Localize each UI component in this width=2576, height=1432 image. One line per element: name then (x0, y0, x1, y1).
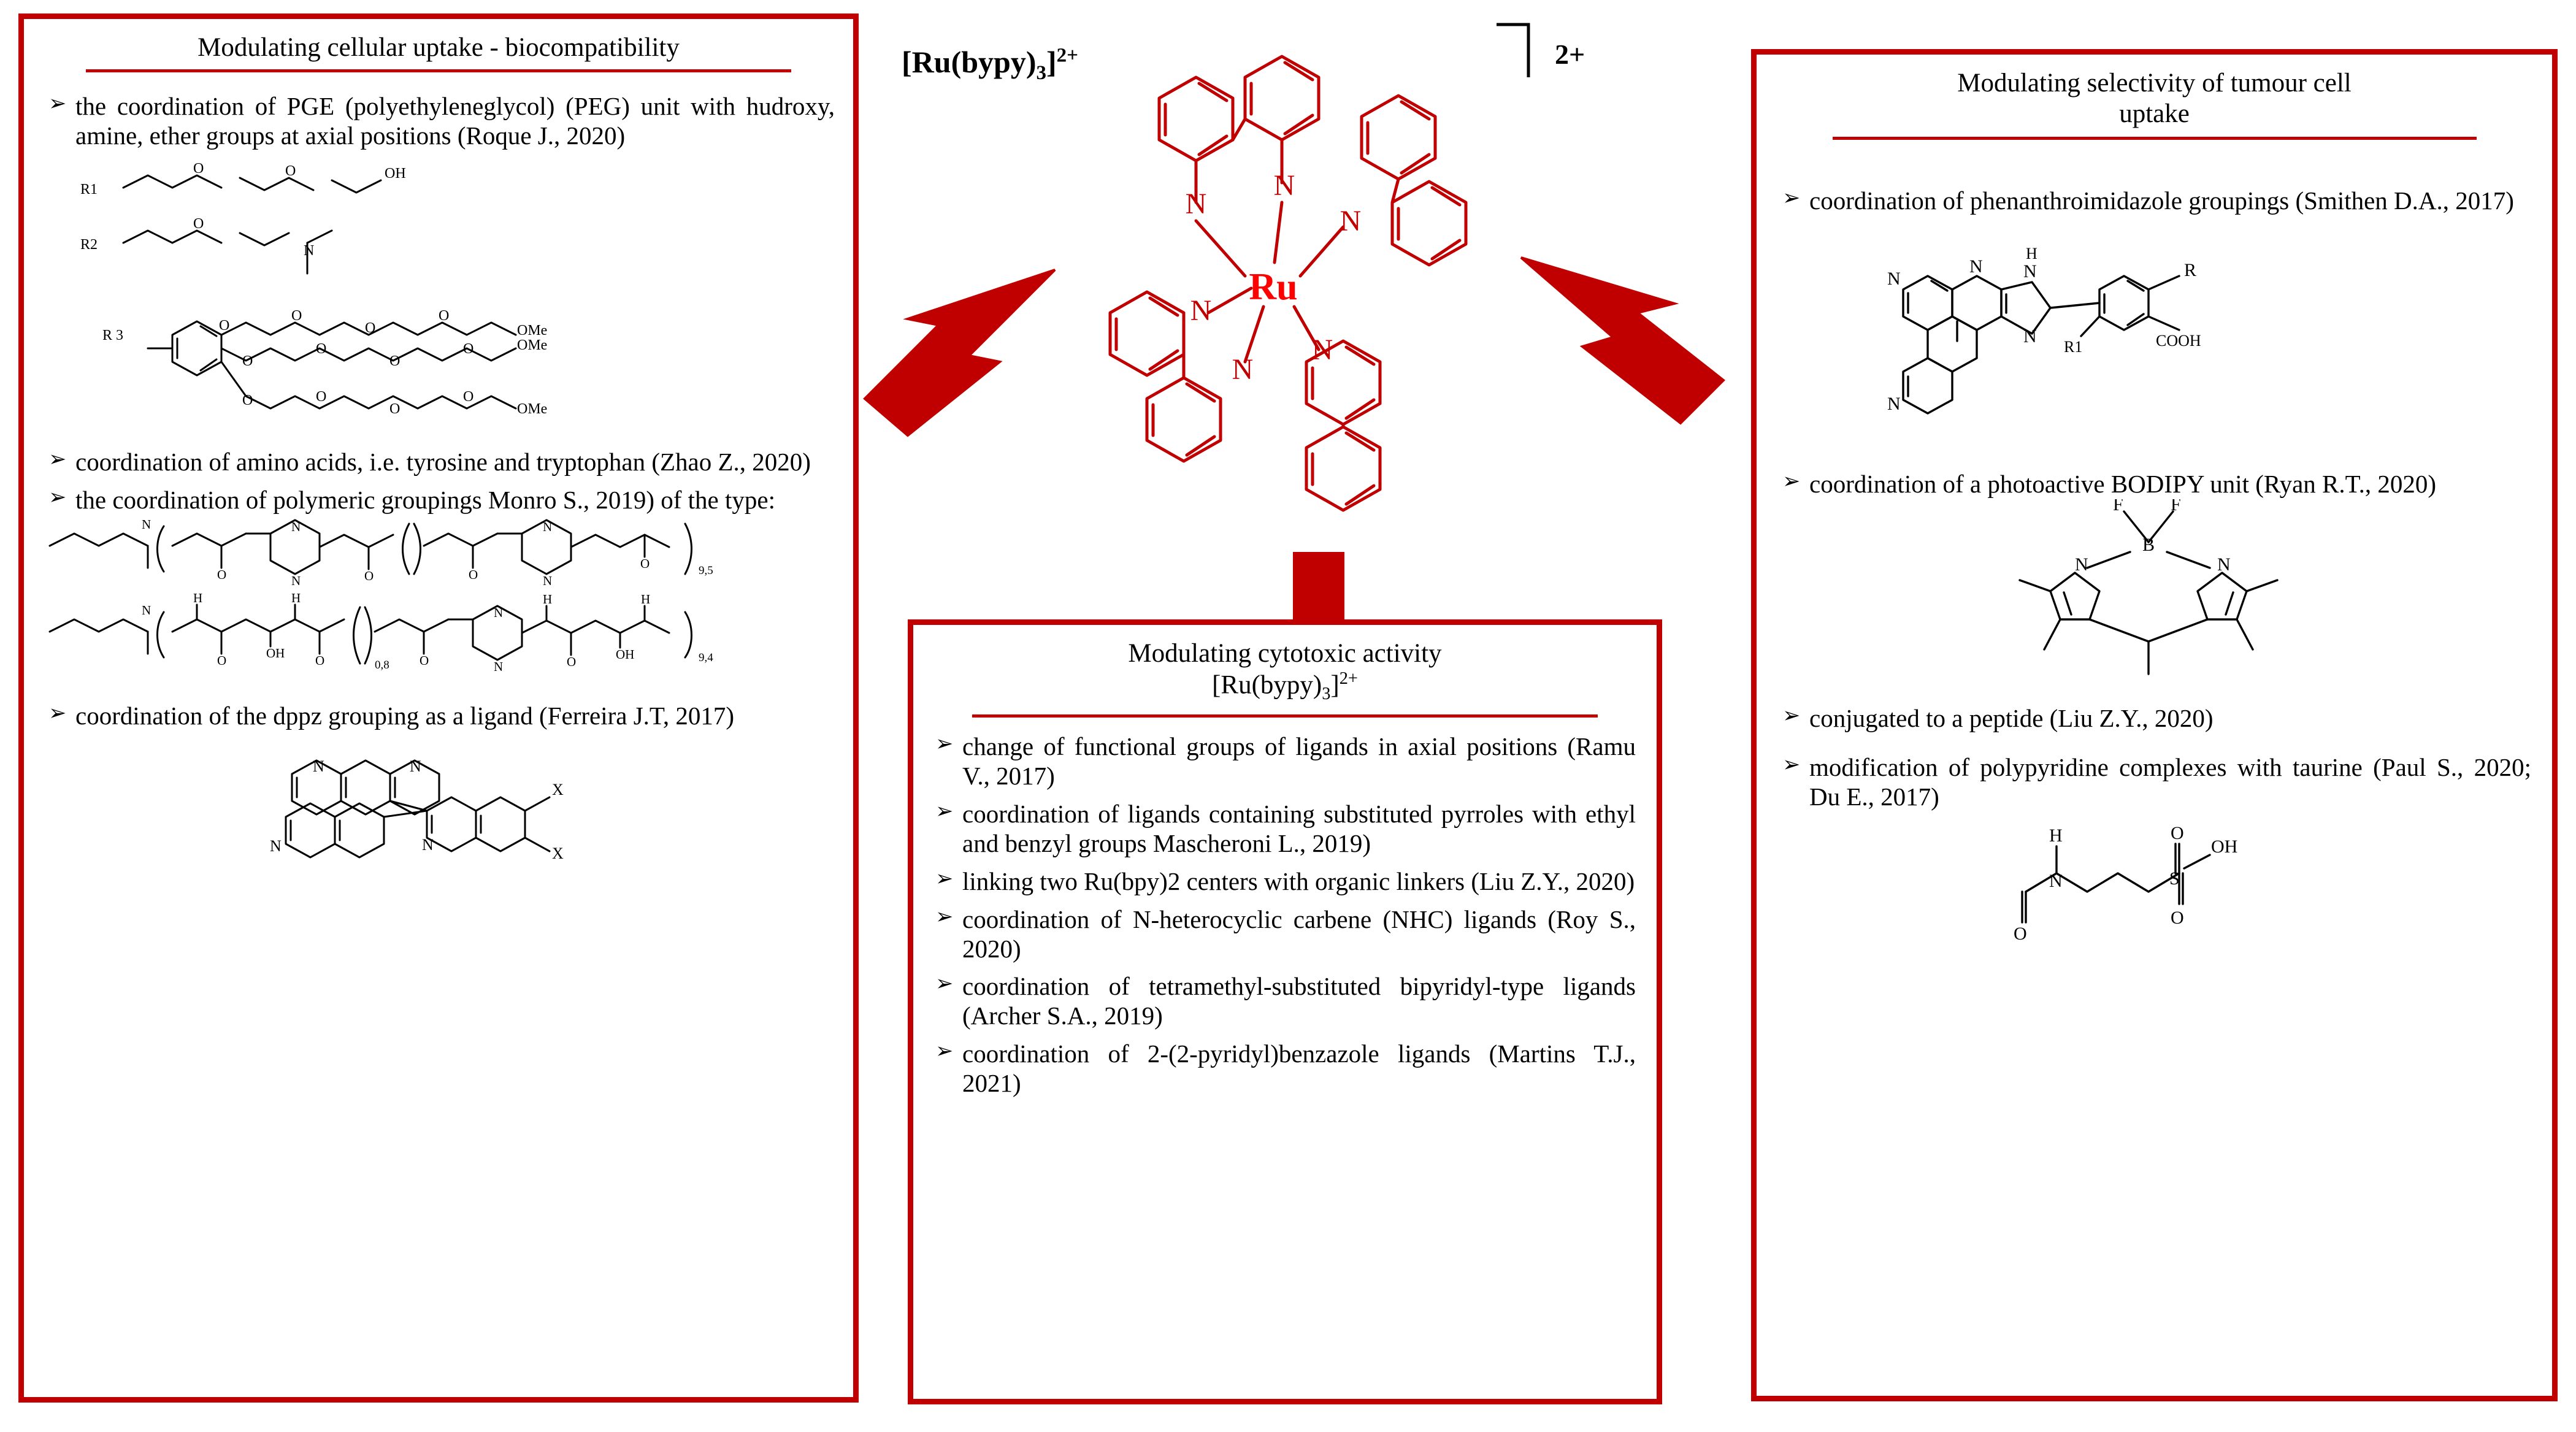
nitrogen-label: N (1340, 205, 1362, 237)
label-o: O (291, 307, 302, 324)
label-h: H (2025, 244, 2037, 262)
polymer-structures-figure (44, 515, 835, 693)
label-h: H (193, 590, 203, 605)
label-r: R (2183, 259, 2196, 280)
center-panel-bullet-list (930, 732, 1636, 1099)
label-o: O (2170, 907, 2184, 928)
nitrogen-label: N (1232, 353, 1254, 386)
nitrogen-label: N (1185, 188, 1207, 220)
label-b: B (2142, 534, 2155, 555)
panel-cellular-uptake (18, 13, 859, 1403)
label-h: H (543, 591, 553, 607)
bullet-arrow-icon: ➢ (1782, 185, 1801, 210)
bullet-arrow-icon: ➢ (1782, 752, 1801, 776)
panel-right-title: Modulating selectivity of tumour cell uptake (1757, 55, 2552, 140)
ru-center-label: Ru (1249, 266, 1298, 308)
bullet-arrow-icon: ➢ (935, 971, 954, 996)
label-o: O (217, 653, 227, 668)
bullet-arrow-icon: ➢ (935, 904, 954, 929)
list-item: ➢ coordination of phenanthroimidazole groupings (Smithen D.A., 2017) (1782, 185, 2514, 215)
label-r1: R1 (2063, 337, 2082, 356)
arrow-to-left-panel (846, 258, 1079, 460)
list-item: ➢ change of functional groups of ligands in axial positions (Ramu V., 2017) (935, 731, 1636, 790)
bullet-arrow-icon: ➢ (48, 700, 67, 725)
label-x: X (552, 780, 564, 798)
label-o: O (463, 340, 474, 357)
list-item: ➢ the coordination of PGE (polyethyleneglycol) (PEG) unit with hudroxy, amine, ether groups at axial positions (Roque J., 2020) (48, 91, 835, 150)
bullet-arrow-icon: ➢ (48, 484, 67, 509)
panel-center-title: Modulating cytotoxic activity $[Ru(bypy)_3]^{2+}$ (913, 625, 1657, 718)
label-o: O (315, 653, 325, 668)
label-h: H (2049, 825, 2063, 846)
label-oh: OH (616, 646, 635, 662)
left-panel-bullet-list (44, 92, 835, 151)
list-item: ➢ coordination of tetramethyl-substituted bipyridyl-type ligands (Archer S.A., 2019) (935, 971, 1636, 1030)
list-item: ➢ the coordination of polymeric groupings Monro S., 2019) of the type: (48, 484, 775, 514)
list-item: ➢ coordination of the dppz grouping as a ligand (Ferreira J.T, 2017) (48, 700, 735, 730)
bullet-arrow-icon: ➢ (48, 446, 67, 471)
charge-badge: 2+ (1555, 39, 1585, 70)
label-o: O (285, 163, 296, 179)
nitrogen-label: N (1190, 294, 1212, 327)
bullet-arrow-icon: ➢ (48, 91, 67, 115)
peg-structures-figure (44, 151, 835, 439)
label-n: N (2217, 554, 2231, 575)
polymer-index: 9,5 (699, 564, 713, 577)
label-f: F (2170, 499, 2181, 515)
label-n: N (494, 659, 504, 674)
label-n: N (142, 602, 151, 618)
label-n: N (1969, 256, 1983, 277)
list-item: ➢ coordination of amino acids, i.e. tyrosine and tryptophan (Zhao Z., 2020) (48, 446, 811, 476)
label-o: O (469, 567, 478, 582)
label-n: N (270, 837, 282, 855)
panel-center-subtitle: $[Ru(bypy)_3]^{2+}$ (1212, 668, 1358, 703)
label-ome: OMe (517, 322, 548, 339)
nitrogen-label: N (1273, 169, 1295, 202)
list-item: ➢ coordination of ligands containing substituted pyrroles with ethyl and benzyl groups Mascheroni L., 2019) (935, 798, 1636, 857)
left-panel-bullet-list-2 (44, 448, 835, 515)
panel-tumour-selectivity (1751, 49, 2558, 1401)
label-n: N (291, 573, 301, 588)
list-item: ➢ coordination of a photoactive BODIPY unit (Ryan R.T., 2020) (1782, 469, 2437, 498)
label-n: N (313, 757, 324, 775)
label-h: H (641, 591, 651, 607)
label-o: O (365, 320, 376, 336)
label-ome: OMe (517, 337, 548, 353)
label-ome: OMe (517, 400, 548, 417)
label-n: N (410, 757, 421, 775)
arrow-to-right-panel (1503, 245, 1766, 448)
bullet-arrow-icon: ➢ (935, 866, 954, 890)
label-n: N (543, 519, 553, 534)
label-o: O (217, 567, 227, 582)
polymer-index: 0,8 (375, 658, 389, 672)
bodipy-figure (1777, 499, 2531, 695)
label-oh: OH (266, 645, 285, 660)
label-r2: R2 (80, 236, 98, 253)
label-o: O (439, 307, 450, 324)
label-n: N (1887, 393, 1901, 414)
label-o: O (242, 392, 253, 408)
right-panel-bullet-list (1777, 186, 2531, 216)
label-n: N (2074, 554, 2088, 575)
label-o: O (316, 340, 327, 357)
label-r1: R1 (80, 181, 98, 197)
list-item: ➢ modification of polypyridine complexes with taurine (Paul S., 2020; Du E., 2017) (1782, 752, 2531, 811)
dppz-structure-figure (44, 731, 835, 915)
label-n: N (543, 573, 553, 588)
polymer-index: 9,4 (699, 651, 713, 664)
label-o: O (2013, 923, 2027, 944)
label-h: H (291, 590, 301, 605)
central-formula-label: $[Ru(bypy)_3]^{2+}$ (902, 44, 1078, 84)
label-o: O (219, 317, 230, 334)
label-o: O (316, 388, 327, 405)
label-n: N (2023, 326, 2037, 347)
label-o: O (2170, 822, 2184, 843)
list-item: ➢ linking two Ru(bpy)2 centers with organic linkers (Liu Z.Y., 2020) (935, 866, 1635, 895)
label-o: O (389, 400, 401, 417)
label-n: N (2023, 261, 2037, 281)
label-o: O (364, 568, 374, 583)
label-o: O (640, 556, 650, 571)
taurine-figure (1777, 812, 2531, 959)
label-x: X (552, 844, 564, 862)
label-o: O (193, 215, 204, 232)
right-panel-bullet-list-3 (1777, 704, 2531, 733)
label-f: F (2112, 499, 2123, 515)
nitrogen-label: N (1311, 334, 1333, 366)
left-panel-bullet-list-3 (44, 702, 835, 731)
label-oh: OH (2210, 836, 2237, 857)
list-item: ➢ conjugated to a peptide (Liu Z.Y., 2020) (1782, 703, 2214, 732)
label-cooh: COOH (2155, 331, 2201, 350)
label-o: O (420, 653, 429, 668)
label-n: N (291, 519, 301, 534)
phenanthroimidazole-figure (1777, 216, 2531, 461)
label-o: O (193, 160, 204, 177)
label-o: O (463, 388, 474, 405)
label-n: N (494, 605, 504, 620)
list-item: ➢ coordination of N-heterocyclic carbene (NHC) ligands (Roy S., 2020) (935, 904, 1636, 963)
list-item: ➢ coordination of 2-(2-pyridyl)benzazole ligands (Martins T.J., 2021) (935, 1039, 1636, 1098)
panel-left-title: Modulating cellular uptake - biocompatibility (24, 19, 853, 72)
panel-cytotoxic-activity (908, 619, 1662, 1404)
bullet-arrow-icon: ➢ (935, 798, 954, 823)
label-o: O (567, 654, 577, 669)
label-o: O (242, 353, 253, 369)
label-n: N (1887, 268, 1901, 289)
label-n: N (142, 516, 151, 532)
bullet-arrow-icon: ➢ (935, 1039, 954, 1063)
bullet-arrow-icon: ➢ (935, 731, 954, 756)
bullet-arrow-icon: ➢ (1782, 469, 1801, 493)
right-panel-bullet-list-2 (1777, 470, 2531, 499)
bullet-arrow-icon: ➢ (1782, 703, 1801, 727)
label-o: O (389, 353, 401, 369)
label-oh: OH (385, 165, 406, 182)
label-s: S (2169, 868, 2180, 889)
label-n: N (422, 835, 434, 854)
right-panel-bullet-list-4 (1777, 753, 2531, 812)
label-r3: R 3 (102, 327, 124, 343)
label-n: N (304, 242, 315, 259)
label-n: N (2049, 870, 2063, 891)
